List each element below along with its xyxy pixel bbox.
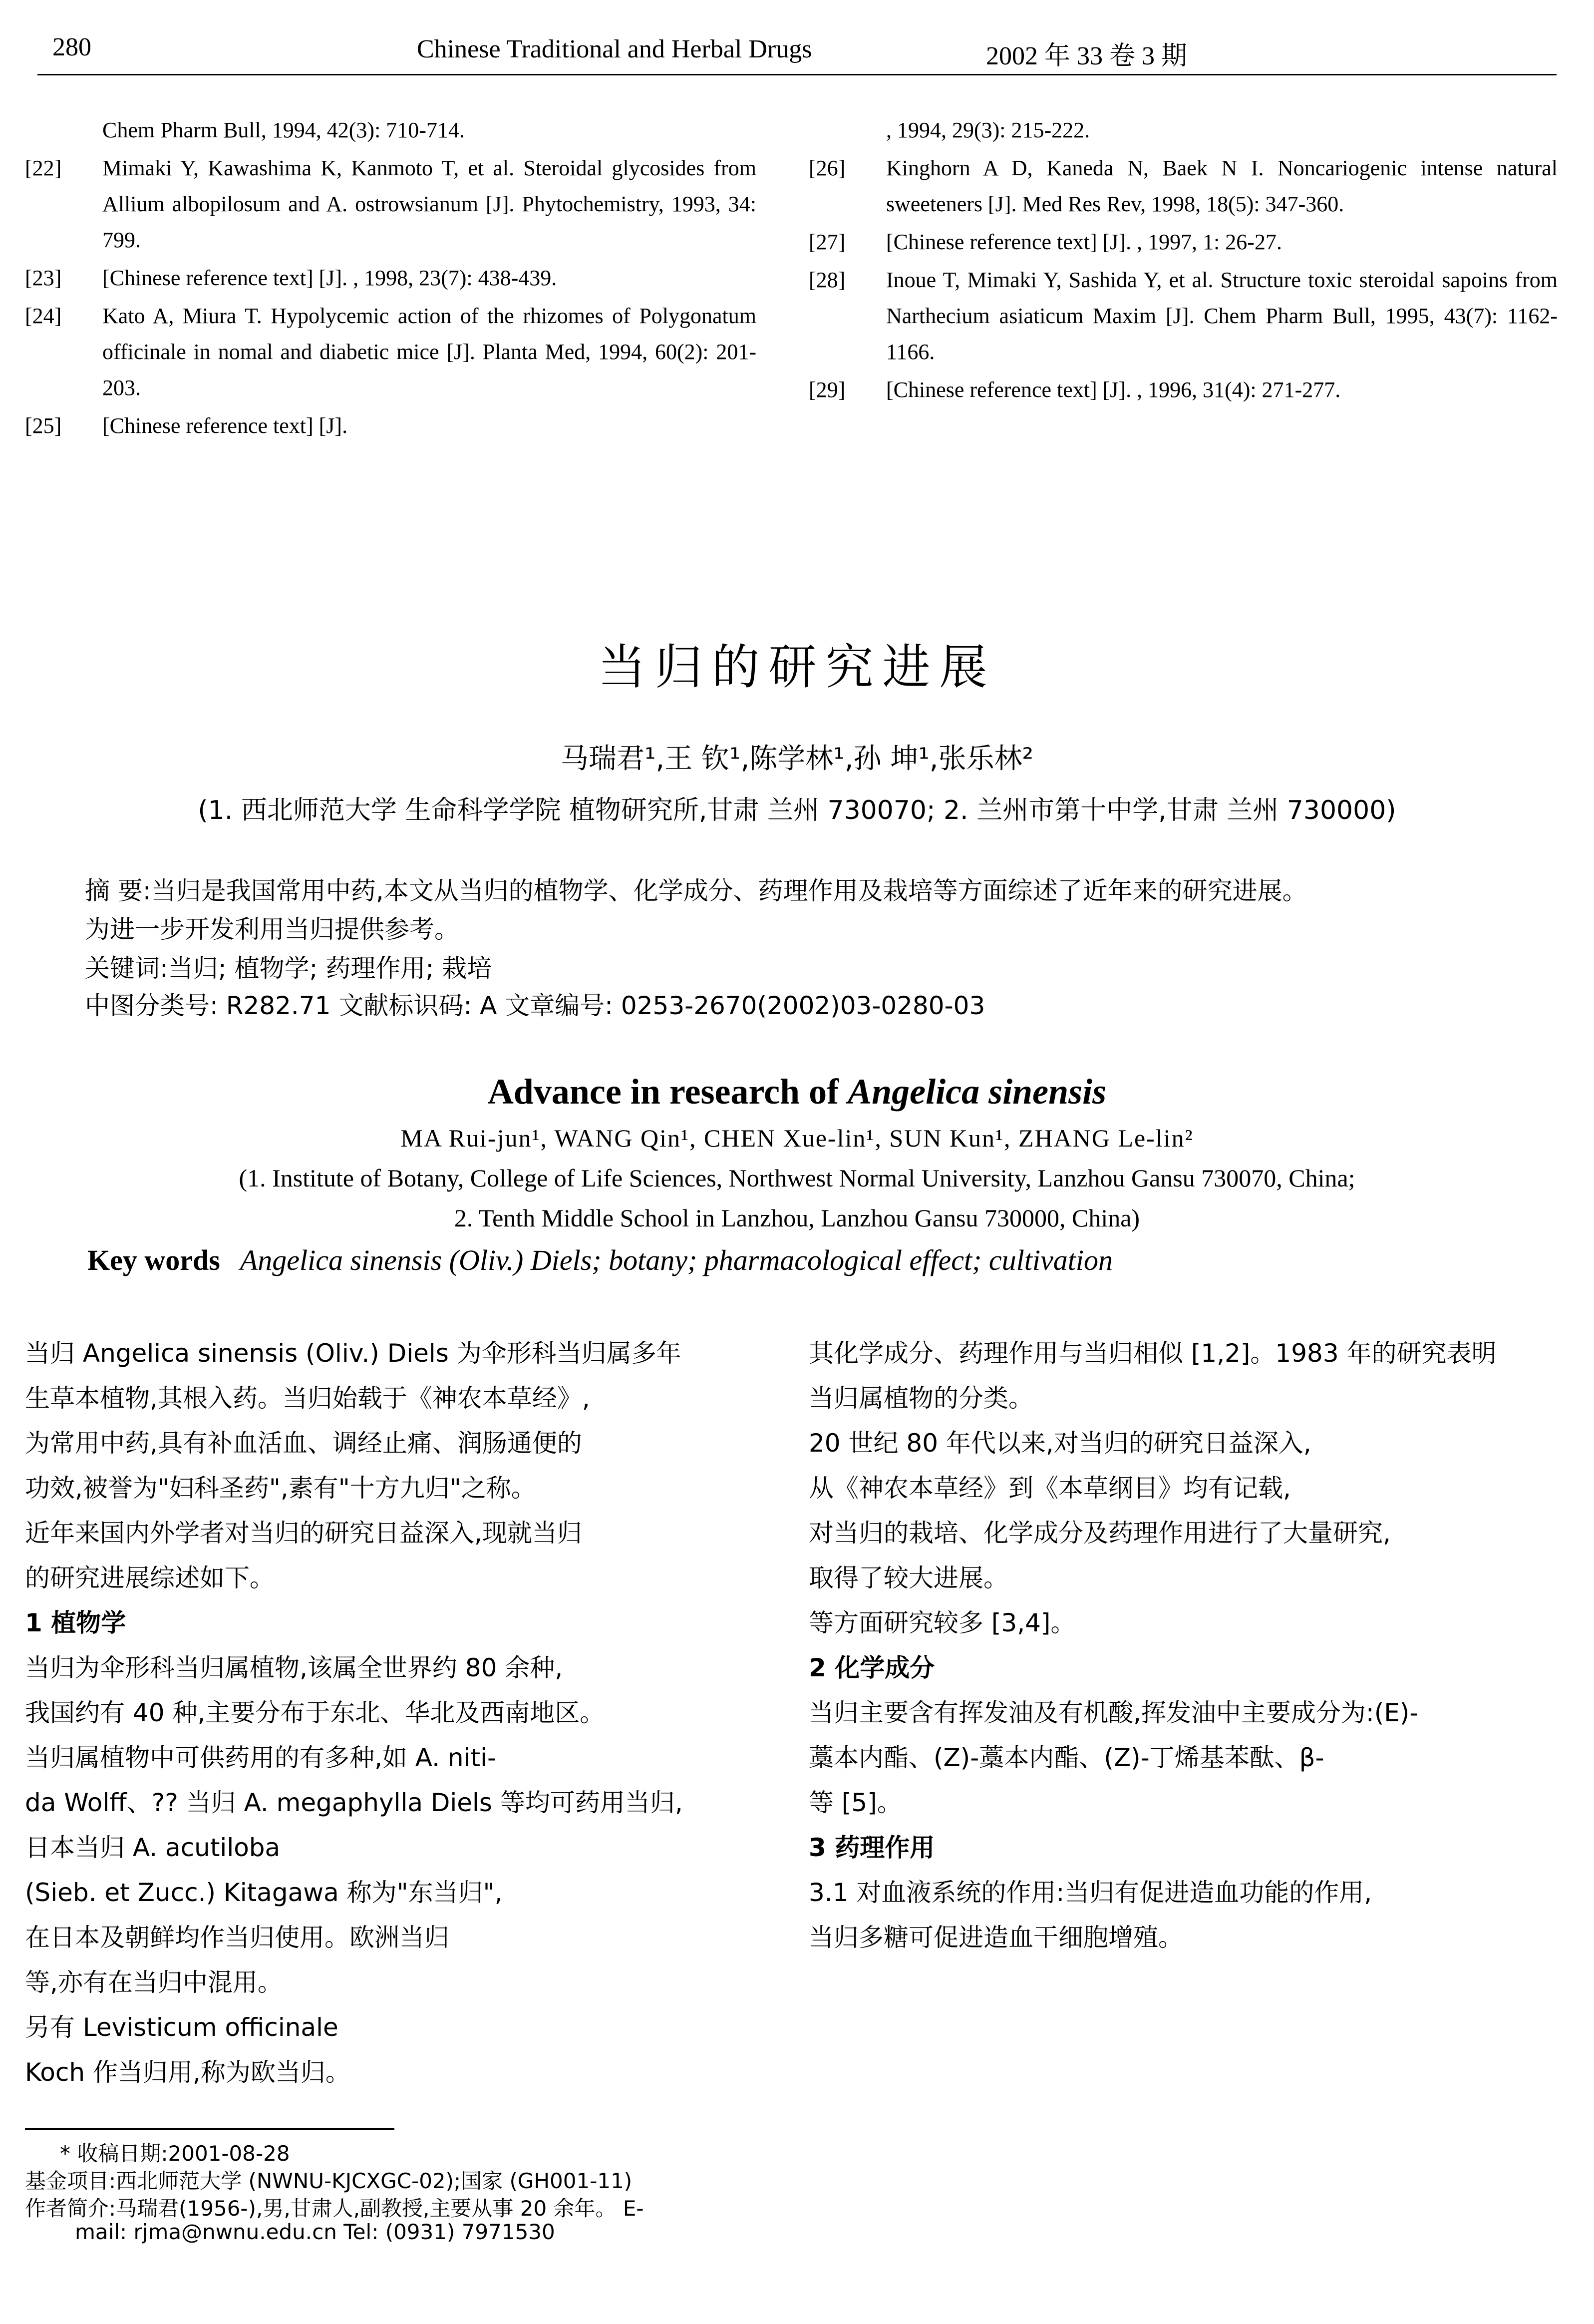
section-heading: 2 化学成分 xyxy=(809,1653,935,1682)
references-right-column xyxy=(809,112,1558,410)
affiliation-en-1: (1. Institute of Botany, College of Life Sciences, Northwest Normal University, Lanzhou Gansu 730070, China; xyxy=(239,1164,1355,1192)
body-line: 藁本内酯、(Z)-藁本内酯、(Z)-丁烯基苯酞、β- xyxy=(809,1743,1324,1772)
body-line: da Wolff、?? 当归 A. megaphylla Diels 等均可药用当归, xyxy=(25,1788,683,1817)
footnote-contact: mail: rjma@nwnu.edu.cn Tel: (0931) 7971530 xyxy=(75,2220,555,2244)
body-line: 当归属植物的分类。 xyxy=(809,1384,1033,1413)
journal-name: Chinese Traditional and Herbal Drugs xyxy=(417,35,812,63)
reference-item: [27] [Chinese reference text] [J]. , 1997, 1: 26-27. xyxy=(809,230,1282,254)
body-line: 日本当归 A. acutiloba xyxy=(25,1833,281,1862)
keywords-label: Key words xyxy=(87,1244,220,1276)
body-line: 当归多糖可促进造血干细胞增殖。 xyxy=(809,1923,1183,1952)
page-number: 280 xyxy=(52,33,91,61)
reference-item: Chem Pharm Bull, 1994, 42(3): 710-714. xyxy=(102,118,465,142)
body-line: 3.1 对血液系统的作用:当归有促进造血功能的作用, xyxy=(809,1878,1372,1907)
body-line: 为常用中药,具有补血活血、调经止痛、润肠通便的 xyxy=(25,1429,582,1458)
body-right-column xyxy=(809,1331,1558,1960)
section-heading: 3 药理作用 xyxy=(809,1833,935,1862)
affiliation-en-2: 2. Tenth Middle School in Lanzhou, Lanzhou Gansu 730000, China) xyxy=(454,1204,1140,1232)
keywords-en xyxy=(87,1243,1113,1277)
keywords-text: Angelica sinensis (Oliv.) Diels; botany; pharmacological effect; cultivation xyxy=(240,1244,1113,1276)
body-line: 我国约有 40 种,主要分布于东北、华北及西南地区。 xyxy=(25,1698,605,1727)
body-line: 生草本植物,其根入药。当归始载于《神农本草经》, xyxy=(25,1384,590,1413)
reference-item: [28] Inoue T, Mimaki Y, Sashida Y, et al. Structure toxic steroidal sapoins from Narthecium asiaticum Maxim [J]. Chem Pharm Bull, 1995, 43(7): 1162-1166. xyxy=(809,268,1558,364)
body-line: 其化学成分、药理作用与当归相似 [1,2]。1983 年的研究表明 xyxy=(809,1339,1497,1368)
classification-line: 中图分类号: R282.71 文献标识码: A 文章编号: 0253-2670(2002)03-0280-03 xyxy=(85,991,985,1020)
body-line: 取得了较大进展。 xyxy=(809,1563,1008,1592)
footnote-received: * 收稿日期:2001-08-28 xyxy=(60,2141,290,2166)
footnote-fund: 基金项目:西北师范大学 (NWNU-KJCXGC-02);国家 (GH001-11) xyxy=(25,2169,633,2193)
body-line: 功效,被誉为"妇科圣药",素有"十方九归"之称。 xyxy=(25,1474,536,1503)
abstract-cn-line: 摘 要:当归是我国常用中药,本文从当归的植物学、化学成分、药理作用及栽培等方面综述了近年来的研究进展。 xyxy=(85,876,1307,905)
body-line: 20 世纪 80 年代以来,对当归的研究日益深入, xyxy=(809,1429,1311,1458)
reference-item: [25] [Chinese reference text] [J]. xyxy=(25,413,348,438)
body-line: 对当归的栽培、化学成分及药理作用进行了大量研究, xyxy=(809,1519,1391,1548)
footnote-rule xyxy=(25,2128,394,2130)
article-title-cn: 当归的研究进展 xyxy=(598,639,996,695)
references-left-column xyxy=(25,112,756,446)
issue-info: 2002 年 33 卷 3 期 xyxy=(986,42,1188,70)
keywords-cn: 关键词:当归; 植物学; 药理作用; 栽培 xyxy=(85,954,492,983)
body-line: 近年来国内外学者对当归的研究日益深入,现就当归 xyxy=(25,1519,582,1548)
affiliation-cn: (1. 西北师范大学 生命科学学院 植物研究所,甘肃 兰州 730070; 2. 兰州市第十中学,甘肃 兰州 730000) xyxy=(198,795,1396,825)
running-header xyxy=(37,27,1557,75)
body-line: 等方面研究较多 [3,4]。 xyxy=(809,1608,1076,1637)
body-line: 当归为伞形科当归属植物,该属全世界约 80 余种, xyxy=(25,1653,563,1682)
reference-item: , 1994, 29(3): 215-222. xyxy=(886,118,1090,142)
body-line: Koch 作当归用,称为欧当归。 xyxy=(25,2058,350,2087)
header-rule xyxy=(37,74,1557,75)
section-heading: 1 植物学 xyxy=(25,1608,126,1637)
article-title-en xyxy=(0,1071,1594,1113)
footnote-author: 作者简介:马瑞君(1956-),男,甘肃人,副教授,主要从事 20 余年。 E- xyxy=(25,2196,644,2221)
abstract-cn-line: 为进一步开发利用当归提供参考。 xyxy=(85,915,459,944)
body-line: 在日本及朝鲜均作当归使用。欧洲当归 xyxy=(25,1923,449,1952)
body-line: (Sieb. et Zucc.) Kitagawa 称为"东当归", xyxy=(25,1878,503,1907)
reference-item: [23] [Chinese reference text] [J]. , 1998, 23(7): 438-439. xyxy=(25,266,557,290)
authors-en: MA Rui-jun¹, WANG Qin¹, CHEN Xue-lin¹, SUN Kun¹, ZHANG Le-lin² xyxy=(400,1124,1194,1152)
body-line: 当归主要含有挥发油及有机酸,挥发油中主要成分为:(E)- xyxy=(809,1698,1419,1727)
body-line: 等 [5]。 xyxy=(809,1788,902,1817)
body-line: 的研究进展综述如下。 xyxy=(25,1563,275,1592)
reference-item: [24] Kato A, Miura T. Hypolycemic action of the rhizomes of Polygonatum officinale in nomal and diabetic mice [J]. Planta Med, 1994, 60(2): 201-203. xyxy=(25,304,756,400)
body-line: 当归属植物中可供药用的有多种,如 A. niti- xyxy=(25,1743,497,1772)
title-en-prefix: Advance in research of xyxy=(487,1072,839,1112)
body-line: 当归 Angelica sinensis (Oliv.) Diels 为伞形科当归属多年 xyxy=(25,1339,681,1368)
body-left-column xyxy=(25,1331,756,2095)
title-en-species: Angelica sinensis xyxy=(848,1072,1107,1112)
reference-item: [26] Kinghorn A D, Kaneda N, Baek N I. Noncariogenic intense natural sweeteners [J]. Med Res Rev, 1998, 18(5): 347-360. xyxy=(809,156,1558,216)
authors-cn: 马瑞君¹,王 钦¹,陈学林¹,孙 坤¹,张乐林² xyxy=(560,743,1034,775)
body-line: 另有 Levisticum officinale xyxy=(25,2013,338,2042)
reference-item: [22] Mimaki Y, Kawashima K, Kanmoto T, et al. Steroidal glycosides from Allium albopilosum and A. ostrowsianum [J]. Phytochemistry, 1993, 34: 799. xyxy=(25,156,756,252)
reference-item: [29] [Chinese reference text] [J]. , 1996, 31(4): 271-277. xyxy=(809,378,1341,402)
body-line: 从《神农本草经》到《本草纲目》均有记载, xyxy=(809,1474,1291,1503)
body-line: 等,亦有在当归中混用。 xyxy=(25,1968,283,1997)
